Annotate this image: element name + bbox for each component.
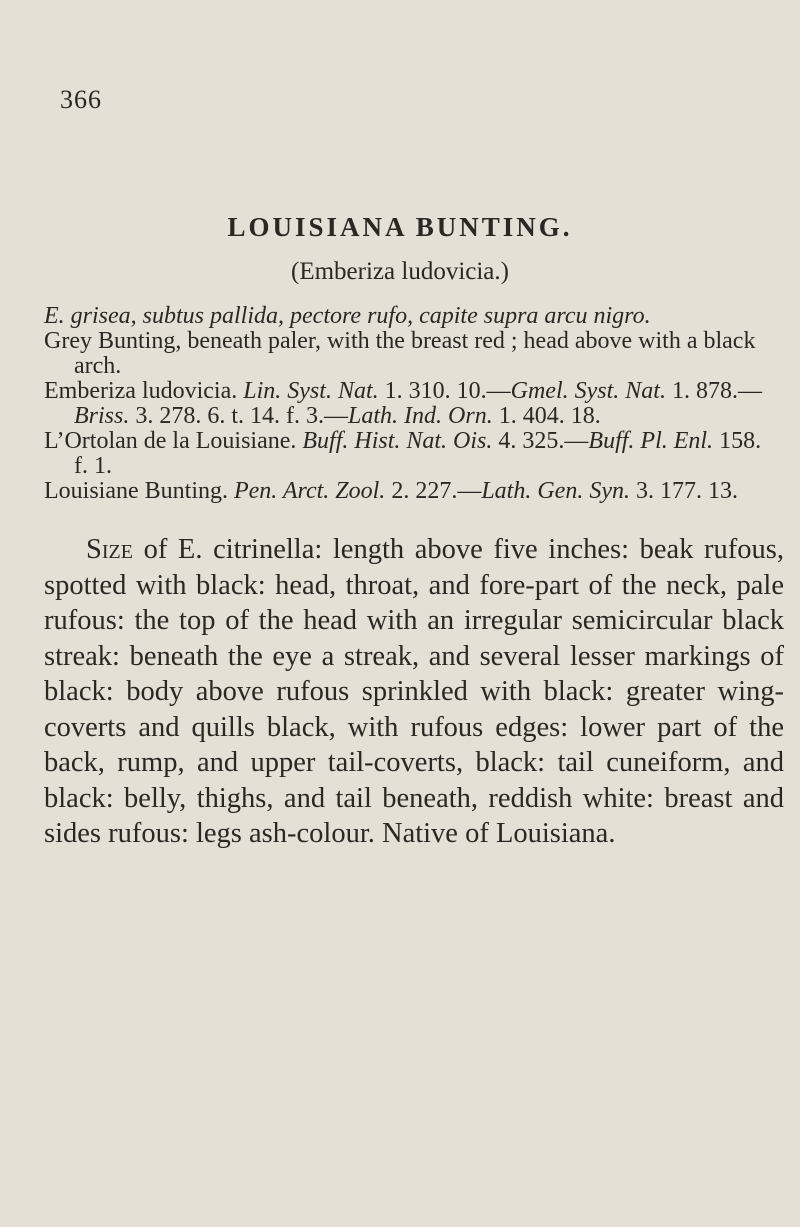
reference-work: Lath. Ind. Orn.	[348, 403, 493, 429]
reference-work: Lath. Gen. Syn.	[481, 478, 630, 504]
reference-location: 1. 310. 10.—	[384, 378, 511, 404]
species-title: LOUISIANA BUNTING.	[227, 212, 573, 242]
synonym-name: Louisiane Bunting.	[44, 478, 228, 504]
page-number: 366	[60, 85, 102, 114]
reference-location: 158. f. 1.	[74, 428, 762, 479]
description-lead: Size	[86, 534, 133, 565]
species-latin-name: (Emberiza ludovicia.)	[291, 258, 509, 285]
synonym-name: L’Ortolan de la Louisiane.	[44, 428, 297, 454]
reference-work: Buff. Pl. Enl.	[588, 428, 714, 454]
reference-work: Lin. Syst. Nat.	[243, 378, 379, 404]
reference-work: Pen. Arct. Zool.	[233, 478, 386, 504]
reference-location: 3. 177. 13.	[635, 478, 738, 504]
synonym-name: Emberiza ludovicia.	[44, 378, 238, 404]
latin-diagnosis: E. grisea, subtus pallida, pectore rufo, capite supra arcu nigro.	[44, 303, 651, 329]
synonymy-block	[44, 304, 774, 504]
synonym-entry	[44, 379, 774, 429]
synonym-entry	[44, 479, 774, 504]
species-description	[44, 532, 784, 852]
reference-location: 1. 878.—	[671, 378, 762, 404]
reference-work: Buff. Hist. Nat. Ois.	[302, 428, 493, 454]
description-text: of E. citrinella: length above five inches: beak rufous, spotted with black: head, throat, and fore-part of the neck, pale rufous: the top of the head with an irregular semicircular black streak: beneath the eye a streak, and several lesser markings of black: body above rufous sprinkled with black: greater wing-coverts and quills black, with rufous edges: lower part of the back, rump, and upper tail-coverts, black: tail cuneiform, and black: belly, thighs, and tail beneath, reddish white: breast and sides rufous: legs ash-colour. Native of Louisiana.	[44, 534, 785, 849]
synonym-entry	[44, 429, 774, 479]
english-diagnosis: Grey Bunting, beneath paler, with the breast red ; head above with a black arch.	[44, 328, 756, 379]
reference-location: 4. 325.—	[498, 428, 589, 454]
reference-location: 3. 278. 6. t. 14. f. 3.—	[135, 403, 349, 429]
reference-work: Briss.	[74, 403, 130, 429]
reference-work: Gmel. Syst. Nat.	[510, 378, 666, 404]
reference-location: 2. 227.—	[391, 478, 482, 504]
reference-location: 1. 404. 18.	[498, 403, 601, 429]
